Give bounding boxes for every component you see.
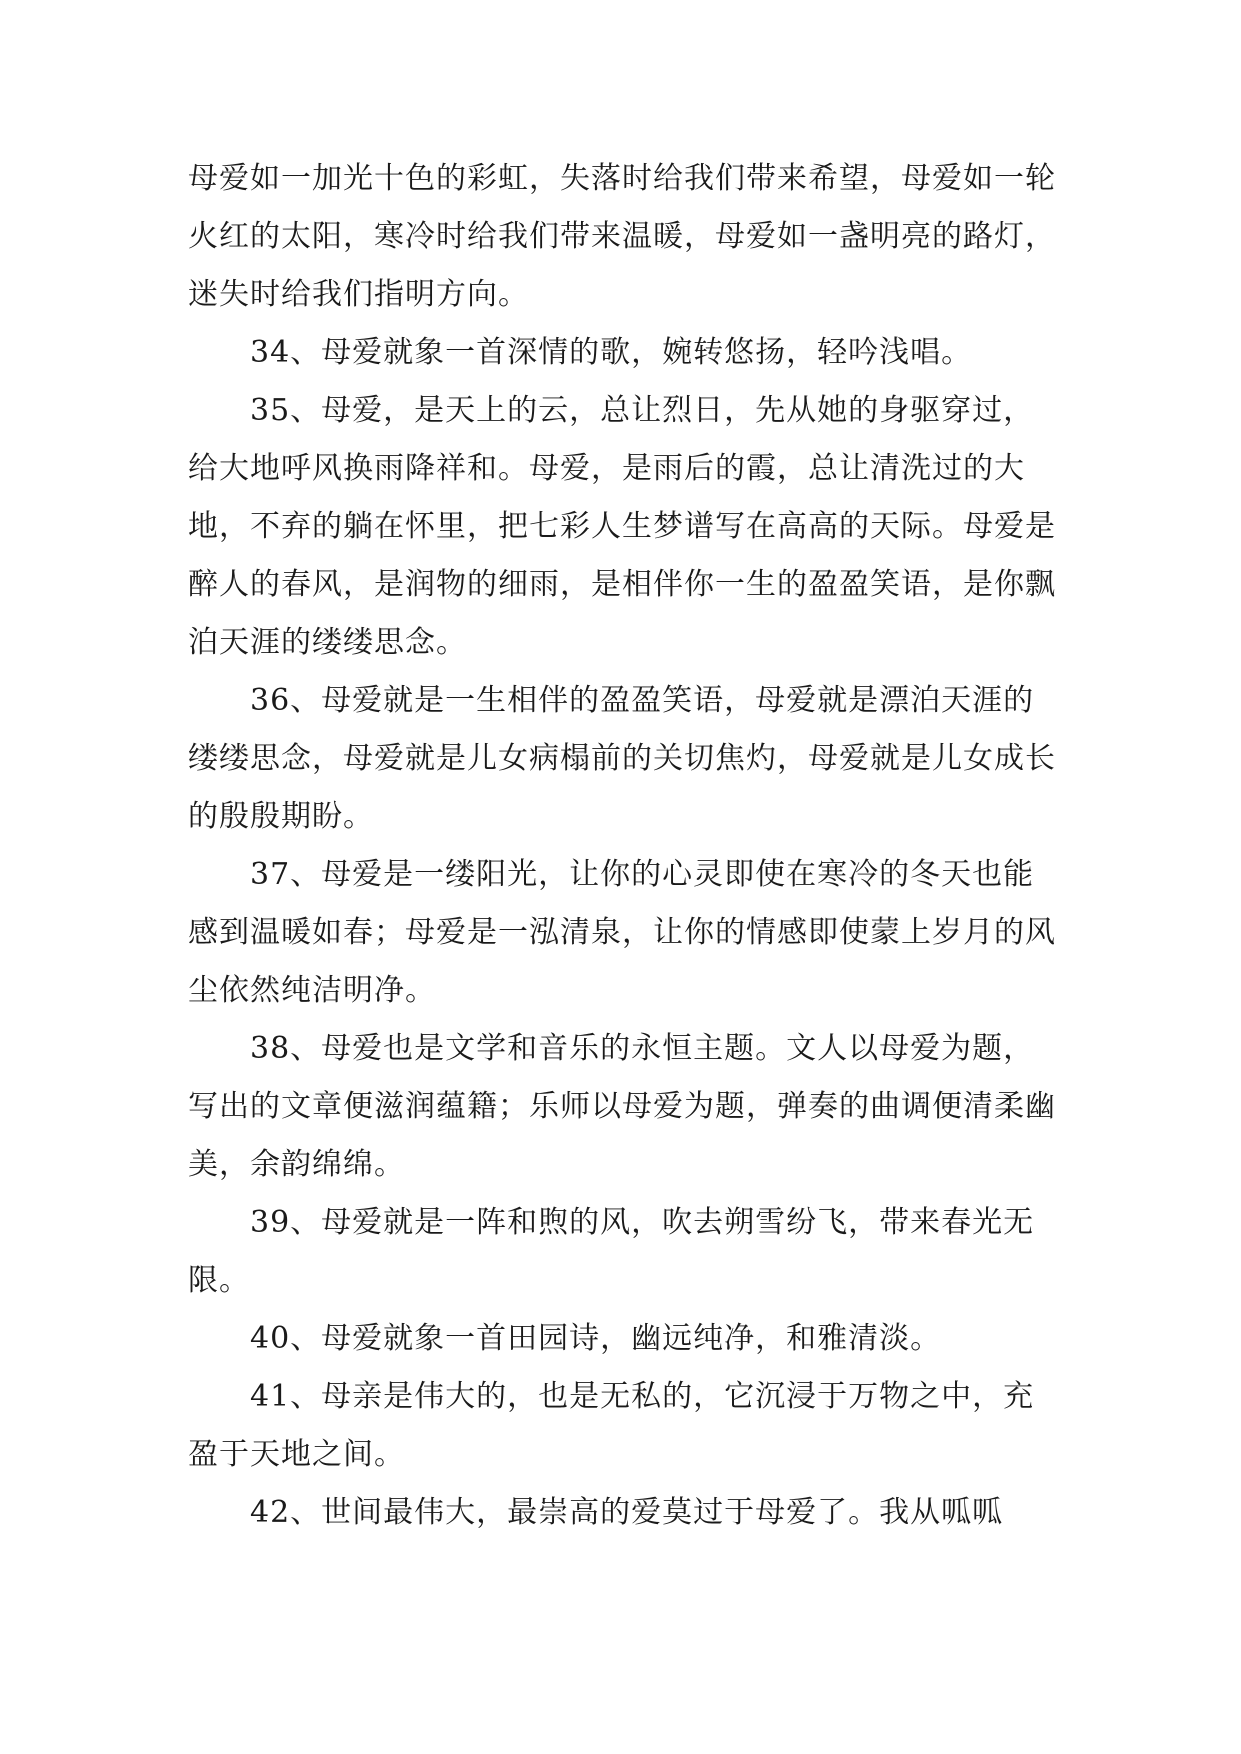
paragraph-39: 39、母爱就是一阵和煦的风，吹去朔雪纷飞，带来春光无限。 [188, 1205, 1035, 1298]
body-text [188, 150, 1058, 1542]
paragraph-37: 37、母爱是一缕阳光，让你的心灵即使在寒冷的冬天也能感到温暖如春；母爱是一泓清泉，让你的情感即使蒙上岁月的风尘依然纯洁明净。 [188, 857, 1056, 1008]
paragraph-42: 42、世间最伟大，最崇高的爱莫过于母爱了。我从呱呱 [250, 1495, 1004, 1530]
paragraph-38: 38、母爱也是文学和音乐的永恒主题。文人以母爱为题，写出的文章便滋润蕴籍；乐师以母爱为题，弹奏的曲调便清柔幽美，余韵绵绵。 [188, 1031, 1056, 1182]
paragraph-36: 36、母爱就是一生相伴的盈盈笑语，母爱就是漂泊天涯的缕缕思念，母爱就是儿女病榻前的关切焦灼，母爱就是儿女成长的殷殷期盼。 [188, 683, 1056, 834]
paragraph-35: 35、母爱，是天上的云，总让烈日，先从她的身驱穿过，给大地呼风换雨降祥和。母爱，是雨后的霞，总让清洗过的大地，不弃的躺在怀里，把七彩人生梦谱写在高高的天际。母爱是醉人的春风，是润物的细雨，是相伴你一生的盈盈笑语，是你飘泊天涯的缕缕思念。 [188, 393, 1056, 660]
paragraph-34: 34、母爱就象一首深情的歌，婉转悠扬，轻吟浅唱。 [250, 335, 973, 370]
paragraph-40: 40、母爱就象一首田园诗，幽远纯净，和雅清淡。 [250, 1321, 942, 1356]
paragraph-intro: 母爱如一加光十色的彩虹，失落时给我们带来希望，母爱如一轮火红的太阳，寒冷时给我们带来温暖，母爱如一盏明亮的路灯，迷失时给我们指明方向。 [188, 161, 1056, 312]
paragraph-41: 41、母亲是伟大的，也是无私的，它沉浸于万物之中，充盈于天地之间。 [188, 1379, 1035, 1472]
